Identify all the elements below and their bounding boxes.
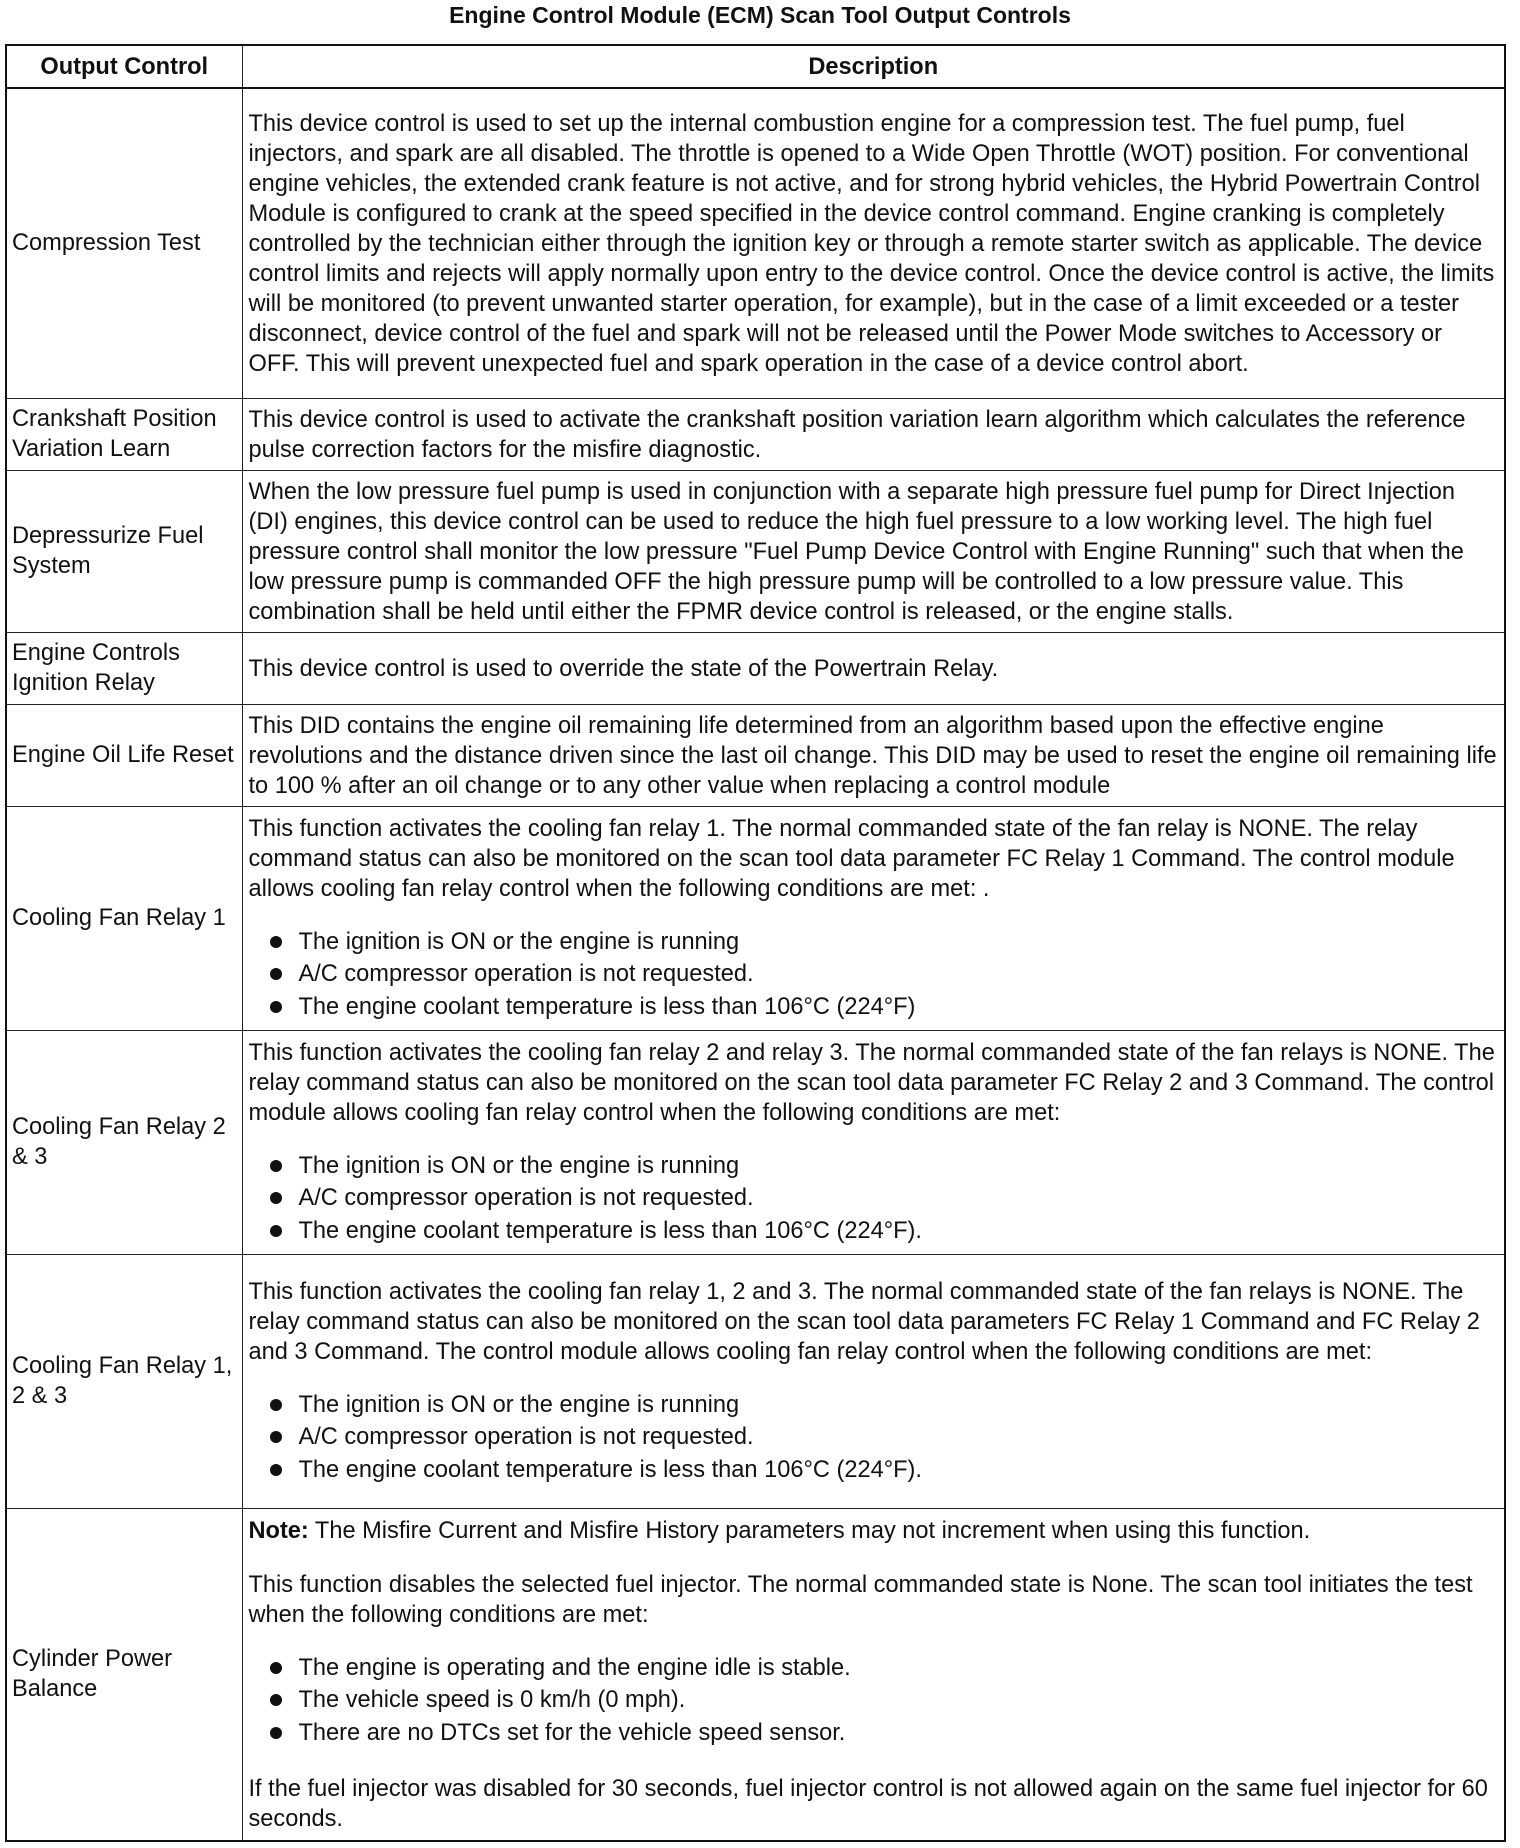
description-text: This device control is used to set up the internal combustion engine for a compression test. The fuel pump, fuel injectors, and spark are all disabled. The throttle is opened to a Wide Open Throttle (WOT) position. For conventional engine vehicles, the extended crank feature is not active, and for strong hybrid vehicles, the Hybrid Powertrain Control Module is configured to crank at the speed specified in the device control command. Engine cranking is completely controlled by the technician either through the ignition key or through a remote starter switch as applicable. The device control limits and rejects will apply normally upon entry to the device control. Once the device control is active, the limits will be monitored (to prevent unwanted starter operation, for example), but in the case of a limit exceeded or a tester disconnect, device control of the fuel and spark will not be released until the Power Mode switches to Accessory or OFF. This will prevent unexpected fuel and spark operation in the case of a device control abort. [248,110,1495,377]
row-label: Cooling Fan Relay 1, 2 & 3 [6,1254,242,1508]
list-item: The ignition is ON or the engine is running [249,1150,1499,1183]
row-description [242,1254,1505,1508]
list-item: The ignition is ON or the engine is running [249,926,1499,959]
table-row-cooling-fan-relay-2-3 [6,1030,1505,1254]
row-label: Cooling Fan Relay 2 & 3 [6,1030,242,1254]
description-text: When the low pressure fuel pump is used in conjunction with a separate high pressure fuel pump for Direct Injection (DI) engines, this device control can be used to reduce the high fuel pressure to a low working level. The high fuel pressure control shall monitor the low pressure "Fuel Pump Device Control with Engine Running" such that when the low pressure pump is commanded OFF the high pressure pump will be controlled to a low pressure value. This combination shall be held until either the FPMR device control is released, or the engine stalls. [248,478,1464,625]
table-row-cooling-fan-relay-1-2-3 [6,1254,1505,1508]
row-description [242,470,1505,632]
table-row-depressurize-fuel-system [6,470,1505,632]
row-description [242,632,1505,704]
list-item: The ignition is ON or the engine is running [249,1389,1499,1422]
table-row-crankshaft-position-variation-learn [6,398,1505,470]
description-text: This device control is used to override the state of the Powertrain Relay. [248,655,999,682]
row-description [242,806,1505,1030]
description-text: This function disables the selected fuel injector. The normal commanded state is None. The scan tool initiates the test when the following conditions are met: [248,1571,1473,1628]
row-label: Compression Test [6,88,242,398]
list-item: The engine coolant temperature is less than 106°C (224°F). [249,1215,1499,1248]
list-item: There are no DTCs set for the vehicle speed sensor. [249,1717,1499,1750]
list-item: A/C compressor operation is not requested. [249,958,1499,991]
table-row-cooling-fan-relay-1 [6,806,1505,1030]
header-row [6,45,1505,88]
list-item: The vehicle speed is 0 km/h (0 mph). [249,1684,1499,1717]
table-title: Engine Control Module (ECM) Scan Tool Output Controls [449,2,1071,28]
row-description [242,398,1505,470]
header-output-control: Output Control [6,45,242,88]
output-controls-table [5,44,1506,1842]
row-description [242,1508,1505,1841]
row-label: Crankshaft Position Variation Learn [6,398,242,470]
list-item: The engine coolant temperature is less than 106°C (224°F) [249,991,1499,1024]
description-text: This function activates the cooling fan relay 1, 2 and 3. The normal commanded state of the fan relays is NONE. The relay command status can also be monitored on the scan tool data parameters FC Relay 1 Command and FC Relay 2 and 3 Command. The control module allows cooling fan relay control when the following conditions are met: [248,1278,1480,1365]
row-label: Engine Controls Ignition Relay [6,632,242,704]
row-description [242,88,1505,398]
description-text: This function activates the cooling fan relay 1. The normal commanded state of the fan relay is NONE. The relay command status can also be monitored on the scan tool data parameter FC Relay 1 Command. The control module allows cooling fan relay control when the following conditions are met: . [248,815,1455,902]
description-text: This function activates the cooling fan relay 2 and relay 3. The normal commanded state of the fan relays is NONE. The relay command status can also be monitored on the scan tool data parameter FC Relay 2 and 3 Command. The control module allows cooling fan relay control when the following conditions are met: [248,1039,1495,1126]
table-row-cylinder-power-balance [6,1508,1505,1841]
list-item: A/C compressor operation is not requested. [249,1421,1499,1454]
note-text: The Misfire Current and Misfire History parameters may not increment when using this function. [308,1517,1311,1544]
conditions-list [249,1389,1499,1487]
row-description [242,704,1505,806]
note-label: Note: [248,1517,309,1544]
description-text: This device control is used to activate the crankshaft position variation learn algorithm which calculates the reference pulse correction factors for the misfire diagnostic. [248,406,1466,463]
table-row-compression-test [6,88,1505,398]
conditions-list [249,1150,1499,1248]
conditions-list [249,926,1499,1024]
note-paragraph [249,1516,1499,1546]
conditions-list [249,1652,1499,1750]
list-item: The engine coolant temperature is less than 106°C (224°F). [249,1454,1499,1487]
row-label: Cooling Fan Relay 1 [6,806,242,1030]
footer-text: If the fuel injector was disabled for 30 seconds, fuel injector control is not allowed again on the same fuel injector for 60 seconds. [248,1775,1488,1832]
list-item: A/C compressor operation is not requested. [249,1182,1499,1215]
row-label: Engine Oil Life Reset [6,704,242,806]
row-label: Cylinder Power Balance [6,1508,242,1841]
table-row-engine-controls-ignition-relay [6,632,1505,704]
header-description: Description [242,45,1505,88]
list-item: The engine is operating and the engine idle is stable. [249,1652,1499,1685]
description-text: This DID contains the engine oil remaining life determined from an algorithm based upon the effective engine revolutions and the distance driven since the last oil change. This DID may be used to reset the engine oil remaining life to 100 % after an oil change or to any other value when replacing a control module [248,712,1497,799]
row-description [242,1030,1505,1254]
table-row-engine-oil-life-reset [6,704,1505,806]
row-label: Depressurize Fuel System [6,470,242,632]
